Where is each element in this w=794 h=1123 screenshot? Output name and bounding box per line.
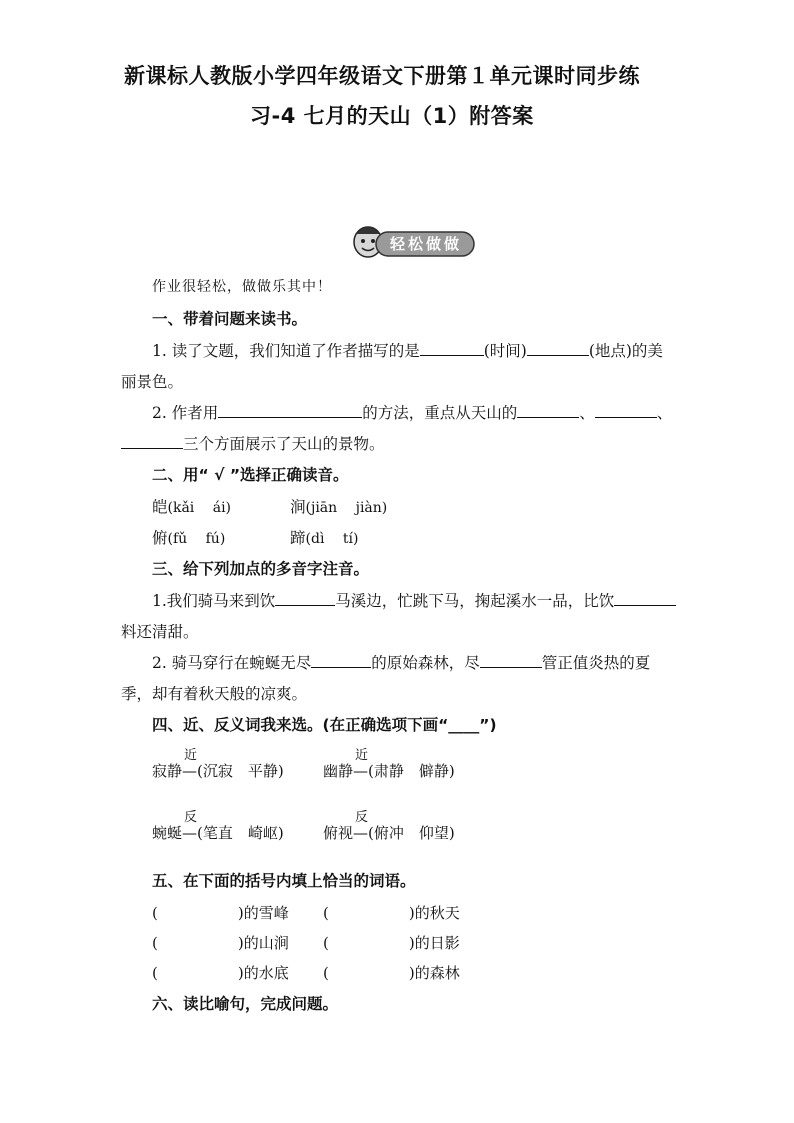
s3-question2-cont: 季，却有着秋天般的凉爽。	[121, 685, 308, 703]
section5-heading: 五、在下面的括号内填上恰当的词语。	[152, 872, 416, 890]
answer-blank[interactable]	[614, 590, 676, 606]
pinyin-item: 俯(fǔ fú)	[152, 529, 226, 547]
section1-heading: 一、带着问题来读书。	[152, 310, 308, 328]
badge-text: 轻松做做	[390, 235, 463, 253]
answer-blank[interactable]	[121, 433, 183, 449]
fill-item[interactable]: ( )的水底	[152, 964, 289, 982]
answer-blank[interactable]	[420, 340, 484, 356]
motto-text: 作业很轻松，做做乐其中！	[152, 279, 332, 295]
page-title-line2: 习-4 七月的天山（1）附答案	[250, 104, 534, 128]
antonym-item: 蜿蜒— 反 (笔直 崎岖)	[152, 810, 284, 842]
section3-heading: 三、给下列加点的多音字注音。	[152, 560, 370, 578]
section2-heading: 二、用“ √ ”选择正确读音。	[152, 466, 349, 484]
answer-blank[interactable]	[480, 652, 542, 668]
antonym-item: 俯视— 反 (俯冲 仰望)	[323, 810, 455, 842]
easy-work-badge	[346, 218, 476, 264]
answer-blank[interactable]	[527, 340, 589, 356]
s1-question2: 2. 作者用 的方法，重点从天山的 、 、	[152, 404, 673, 422]
fill-item[interactable]: ( )的雪峰	[152, 904, 289, 922]
fill-item[interactable]: ( )的日影	[323, 934, 460, 952]
answer-blank[interactable]	[595, 402, 657, 418]
answer-blank[interactable]	[275, 590, 335, 606]
s3-question1-cont: 料还清甜。	[121, 623, 199, 641]
pinyin-item: 皑(kǎi ái)	[152, 498, 232, 516]
section6-heading: 六、读比喻句，完成问题。	[152, 995, 339, 1013]
synonym-item: 寂静— 近 (沉寂 平静)	[152, 748, 284, 780]
s3-question1: 1.我们骑马来到饮 马溪边，忙跳下马，掬起溪水一品，比饮	[152, 589, 676, 611]
pinyin-item: 涧(jiān jiàn)	[290, 498, 388, 516]
fill-item[interactable]: ( )的秋天	[323, 904, 460, 922]
pinyin-item: 蹄(dì tí)	[290, 529, 359, 547]
fill-item[interactable]: ( )的森林	[323, 964, 460, 982]
answer-blank[interactable]	[218, 402, 362, 418]
s3-question2: 2. 骑马穿行在蜿蜒无尽 的原始森林，尽 管正值炎热的夏	[152, 654, 651, 672]
answer-blank[interactable]	[517, 402, 579, 418]
page-title-line1: 新课标人教版小学四年级语文下册第１单元课时同步练	[124, 64, 640, 88]
s1-question1-cont: 丽景色。	[121, 373, 184, 391]
synonym-item: 幽静— 近 (肃静 僻静)	[323, 748, 455, 780]
s1-question1: 1. 读了文题，我们知道了作者描写的是 (时间) (地点)的美	[152, 342, 663, 360]
fill-item[interactable]: ( )的山涧	[152, 934, 289, 952]
answer-blank[interactable]	[311, 652, 371, 668]
s1-question2-cont: 三个方面展示了天山的景物。	[121, 432, 385, 454]
section4-heading: 四、近、反义词我来选。(在正确选项下画“____”)	[152, 716, 497, 734]
